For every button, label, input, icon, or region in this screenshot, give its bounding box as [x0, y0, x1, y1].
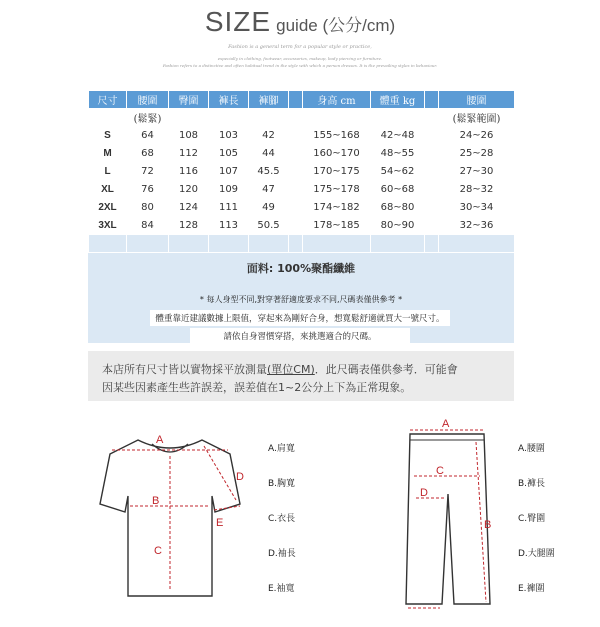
table-cell: 30~34	[439, 199, 515, 217]
table-cell: 50.5	[249, 217, 289, 235]
size-chart	[88, 90, 514, 343]
table-cell: 112	[169, 145, 209, 163]
shirt-label-a: A.肩寬	[268, 444, 295, 454]
table-cell: 103	[209, 127, 249, 145]
table-cell: 113	[209, 217, 249, 235]
table-cell: 72	[127, 163, 169, 181]
pants-label-e: E.褲圍	[518, 584, 545, 594]
table-cell: 47	[249, 181, 289, 199]
header-cell: 臀圍	[169, 91, 209, 109]
table-cell: 109	[209, 181, 249, 199]
subheader-cell: (鬆緊範圍)	[439, 109, 515, 127]
subheader-cell	[249, 109, 289, 127]
disclaimer-text-a: 本店所有尺寸皆以實物採平放測量	[102, 363, 267, 376]
table-cell: 108	[169, 127, 209, 145]
note-reference: * 每人身型不同,對穿著舒適度要求不同,尺碼表僅供參考 *	[199, 295, 403, 304]
table-blank-row	[89, 235, 515, 253]
table-cell	[289, 145, 303, 163]
table-cell: 68~80	[371, 199, 425, 217]
size-cell: S	[89, 127, 127, 145]
header-cell: 體重 kg	[371, 91, 425, 109]
title-main: SIZE	[204, 6, 272, 37]
size-cell: M	[89, 145, 127, 163]
table-cell: 32~36	[439, 217, 515, 235]
size-cell: XL	[89, 181, 127, 199]
tagline-2: especially in clothing, footwear, accessories, makeup, body piercing or furniture.	[217, 56, 383, 61]
header-cell: 身高 cm	[303, 91, 371, 109]
disclaimer-unit: (單位CM)	[267, 363, 315, 376]
size-cell: L	[89, 163, 127, 181]
shirt-label-e: E.袖寬	[268, 584, 295, 594]
tshirt-measure-diagram	[90, 426, 250, 611]
subheader-cell: (鬆緊)	[127, 109, 169, 127]
size-cell: 2XL	[89, 199, 127, 217]
pants-label-b: B.褲長	[518, 479, 546, 489]
table-cell: 107	[209, 163, 249, 181]
letter-d: D	[420, 487, 428, 499]
table-row	[89, 163, 515, 181]
measure-line-d	[204, 446, 236, 500]
header-cell: 腰圍	[439, 91, 515, 109]
table-cell: 45.5	[249, 163, 289, 181]
letter-a: A	[156, 434, 164, 446]
note-choose-size: 請依自身習慣穿搭，來挑選適合的尺碼。	[190, 328, 410, 344]
size-table	[88, 90, 515, 253]
table-cell: 174~182	[303, 199, 371, 217]
table-cell: 120	[169, 181, 209, 199]
table-cell	[289, 199, 303, 217]
table-cell: 25~28	[439, 145, 515, 163]
table-cell: 80	[127, 199, 169, 217]
table-header-row	[89, 91, 515, 109]
table-cell: 80~90	[371, 217, 425, 235]
shirt-label-b: B.胸寬	[268, 479, 296, 489]
table-cell: 24~26	[439, 127, 515, 145]
pants-label-d: D.大腿圍	[518, 549, 555, 559]
table-cell: 42	[249, 127, 289, 145]
letter-b: B	[152, 495, 160, 507]
table-row	[89, 181, 515, 199]
table-row	[89, 145, 515, 163]
pants-label-a: A.腰圍	[518, 444, 545, 454]
table-cell: 105	[209, 145, 249, 163]
pants-label-c: C.臀圍	[518, 514, 546, 524]
table-cell: 175~178	[303, 181, 371, 199]
letter-e: E	[216, 517, 224, 529]
table-cell: 42~48	[371, 127, 425, 145]
table-cell: 54~62	[371, 163, 425, 181]
table-cell	[289, 163, 303, 181]
table-cell	[425, 181, 439, 199]
table-cell: 155~168	[303, 127, 371, 145]
table-cell: 49	[249, 199, 289, 217]
tagline-1: Fashion is a general term for a popular style or practice,	[228, 44, 372, 50]
table-subheader-row	[89, 109, 515, 127]
subheader-cell	[425, 109, 439, 127]
subheader-cell	[371, 109, 425, 127]
table-cell	[425, 127, 439, 145]
table-cell: 170~175	[303, 163, 371, 181]
letter-a: A	[442, 418, 450, 430]
table-row	[89, 199, 515, 217]
header-cell: 褲腳	[249, 91, 289, 109]
table-row	[89, 217, 515, 235]
table-cell: 64	[127, 127, 169, 145]
table-cell: 48~55	[371, 145, 425, 163]
table-cell	[425, 199, 439, 217]
disclaimer-text-c: ．此尺碼表僅供參考．可能會	[314, 363, 458, 376]
tagline-3: Fashion refers to a distinctive and often habitual trend in the style with which a person dresses. It is the prevailing styles in behaviour.	[162, 63, 438, 68]
disclaimer-line-1	[102, 361, 458, 377]
table-cell: 44	[249, 145, 289, 163]
table-cell: 128	[169, 217, 209, 235]
note-weight-advice: 體重靠近建議數據上限值，穿起來為剛好合身，想寬鬆舒適就買大一號尺寸。	[150, 310, 450, 326]
table-cell: 160~170	[303, 145, 371, 163]
measurement-disclaimer	[88, 351, 514, 401]
table-cell	[425, 163, 439, 181]
title-sub: guide (公分/cm)	[276, 16, 396, 35]
subheader-cell	[89, 109, 127, 127]
disclaimer-line-2: 因某些因素產生些許誤差，誤差值在1~2公分上下為正常現象。	[102, 381, 412, 394]
fabric-info: 面料: 100%聚酯纖維	[246, 262, 356, 275]
table-cell: 111	[209, 199, 249, 217]
table-cell: 76	[127, 181, 169, 199]
letter-d: D	[236, 471, 244, 483]
shirt-label-d: D.袖長	[268, 549, 296, 559]
subheader-cell	[209, 109, 249, 127]
letter-b: B	[484, 519, 492, 531]
table-cell	[289, 217, 303, 235]
size-guide-title	[0, 6, 600, 38]
table-cell	[289, 127, 303, 145]
subheader-cell	[289, 109, 303, 127]
header-cell: 褲長	[209, 91, 249, 109]
header-cell: 腰圍	[127, 91, 169, 109]
table-cell	[425, 145, 439, 163]
table-cell: 116	[169, 163, 209, 181]
table-cell: 178~185	[303, 217, 371, 235]
header-cell: 尺寸	[89, 91, 127, 109]
header-cell	[289, 91, 303, 109]
pants-measure-diagram	[392, 418, 502, 613]
header-cell	[425, 91, 439, 109]
table-cell: 68	[127, 145, 169, 163]
letter-c: C	[154, 545, 162, 557]
letter-c: C	[436, 465, 444, 477]
table-cell: 84	[127, 217, 169, 235]
table-cell: 60~68	[371, 181, 425, 199]
subheader-cell	[303, 109, 371, 127]
size-cell: 3XL	[89, 217, 127, 235]
table-cell: 28~32	[439, 181, 515, 199]
subheader-cell	[169, 109, 209, 127]
table-row	[89, 127, 515, 145]
table-cell: 124	[169, 199, 209, 217]
table-cell: 27~30	[439, 163, 515, 181]
table-cell	[289, 181, 303, 199]
table-cell	[425, 217, 439, 235]
shirt-label-c: C.衣長	[268, 514, 296, 524]
